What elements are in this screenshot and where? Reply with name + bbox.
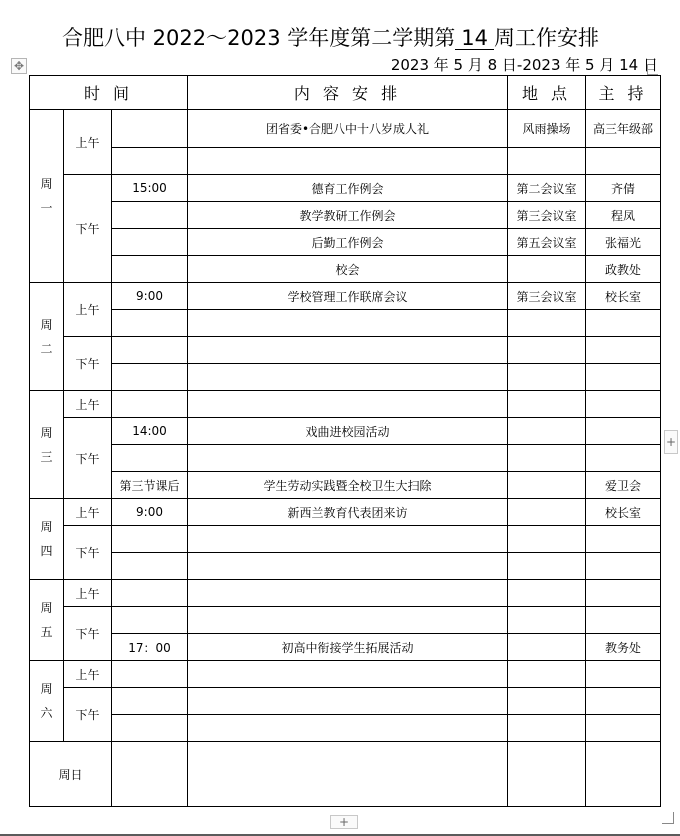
cell-host[interactable] xyxy=(586,364,661,391)
cell-time[interactable]: 9:00 xyxy=(112,499,188,526)
day-label-friday xyxy=(30,580,64,661)
cell-time[interactable]: 14:00 xyxy=(112,418,188,445)
cell-host[interactable]: 教务处 xyxy=(586,634,661,661)
cell-content[interactable] xyxy=(188,148,508,175)
cell-host[interactable]: 高三年级部 xyxy=(586,110,661,148)
period-am: 上午 xyxy=(64,580,112,607)
cell-place[interactable] xyxy=(508,580,586,607)
day-char: 五 xyxy=(40,625,53,639)
day-label-saturday xyxy=(30,661,64,742)
cell-time[interactable] xyxy=(112,148,188,175)
cell-time[interactable] xyxy=(112,553,188,580)
day-char: 二 xyxy=(40,341,53,356)
cell-host[interactable] xyxy=(586,715,661,742)
cell-place[interactable] xyxy=(508,553,586,580)
table-row xyxy=(30,742,661,807)
day-char: 周 xyxy=(40,520,53,534)
table-row xyxy=(30,688,661,715)
table-row xyxy=(30,607,661,634)
page-title xyxy=(62,22,599,52)
table-row xyxy=(30,229,661,256)
cell-content[interactable] xyxy=(188,364,508,391)
cell-content[interactable] xyxy=(188,337,508,364)
col-header-time: 时 间 xyxy=(30,76,188,110)
cell-place[interactable] xyxy=(508,661,586,688)
cell-host[interactable] xyxy=(586,148,661,175)
period-am: 上午 xyxy=(64,283,112,337)
cell-host[interactable]: 校长室 xyxy=(586,499,661,526)
cell-host[interactable]: 张福光 xyxy=(586,229,661,256)
table-row xyxy=(30,445,661,472)
cell-content[interactable]: 教学教研工作例会 xyxy=(188,202,508,229)
period-am: 上午 xyxy=(64,110,112,175)
table-row xyxy=(30,337,661,364)
title-prefix: 合肥八中 2022～2023 学年度第二学期第 xyxy=(62,26,456,50)
day-label-wednesday xyxy=(30,391,64,499)
cell-time[interactable]: 17：00 xyxy=(112,634,188,661)
date-range: 2023 年 5 月 8 日-2023 年 5 月 14 日 xyxy=(390,56,658,74)
cell-place[interactable] xyxy=(508,256,586,283)
period-pm: 下午 xyxy=(64,418,112,499)
cell-place[interactable]: 第三会议室 xyxy=(508,283,586,310)
cell-place[interactable] xyxy=(508,499,586,526)
table-resize-handle[interactable] xyxy=(662,812,674,824)
week-number[interactable]: 14 xyxy=(455,27,494,50)
title-suffix: 周工作安排 xyxy=(493,26,599,50)
cell-content[interactable]: 后勤工作例会 xyxy=(188,229,508,256)
cell-content[interactable] xyxy=(188,607,508,634)
move-icon[interactable]: ✥ xyxy=(11,58,27,74)
cell-host[interactable] xyxy=(586,580,661,607)
cell-host[interactable] xyxy=(586,553,661,580)
cell-place[interactable]: 风雨操场 xyxy=(508,110,586,148)
cell-host[interactable] xyxy=(586,661,661,688)
cell-time[interactable] xyxy=(112,256,188,283)
table-row xyxy=(30,110,661,148)
cell-content[interactable] xyxy=(188,310,508,337)
period-pm: 下午 xyxy=(64,337,112,391)
day-label-monday xyxy=(30,110,64,283)
cell-host[interactable] xyxy=(586,526,661,553)
cell-host[interactable] xyxy=(586,688,661,715)
cell-host[interactable]: 爱卫会 xyxy=(586,472,661,499)
cell-content[interactable] xyxy=(188,553,508,580)
cell-place[interactable] xyxy=(508,148,586,175)
cell-host[interactable] xyxy=(586,445,661,472)
header-row xyxy=(30,76,661,110)
cell-place[interactable] xyxy=(508,742,586,807)
cell-time[interactable] xyxy=(112,310,188,337)
table-row xyxy=(30,310,661,337)
cell-content[interactable]: 新西兰教育代表团来访 xyxy=(188,499,508,526)
cell-time[interactable] xyxy=(112,742,188,807)
period-pm: 下午 xyxy=(64,175,112,283)
table-row xyxy=(30,472,661,499)
day-char: 一 xyxy=(40,201,53,215)
cell-place[interactable] xyxy=(508,688,586,715)
day-char: 周 xyxy=(40,317,53,332)
cell-content[interactable] xyxy=(188,526,508,553)
table-row xyxy=(30,256,661,283)
day-char: 六 xyxy=(40,706,53,720)
table-row xyxy=(30,661,661,688)
cell-place[interactable] xyxy=(508,391,586,418)
cell-content[interactable]: 学校管理工作联席会议 xyxy=(188,283,508,310)
cell-place[interactable] xyxy=(508,715,586,742)
period-pm: 下午 xyxy=(64,688,112,742)
cell-time[interactable] xyxy=(112,688,188,715)
period-am: 上午 xyxy=(64,391,112,418)
cell-time[interactable]: 第三节课后 xyxy=(112,472,188,499)
table-row xyxy=(30,175,661,202)
cell-content[interactable] xyxy=(188,742,508,807)
table-row xyxy=(30,553,661,580)
cell-host[interactable]: 程凤 xyxy=(586,202,661,229)
cell-place[interactable] xyxy=(508,607,586,634)
cell-host[interactable] xyxy=(586,310,661,337)
cell-content[interactable] xyxy=(188,391,508,418)
cell-content[interactable]: 学生劳动实践暨全校卫生大扫除 xyxy=(188,472,508,499)
add-column-icon[interactable]: + xyxy=(664,430,678,454)
table-row xyxy=(30,715,661,742)
cell-content[interactable]: 戏曲进校园活动 xyxy=(188,418,508,445)
table-row xyxy=(30,202,661,229)
cell-place[interactable] xyxy=(508,337,586,364)
day-label-thursday xyxy=(30,499,64,580)
period-pm: 下午 xyxy=(64,607,112,661)
table-row xyxy=(30,364,661,391)
cell-host[interactable]: 政教处 xyxy=(586,256,661,283)
table-row xyxy=(30,499,661,526)
day-char: 周 xyxy=(40,177,53,191)
cell-time[interactable] xyxy=(112,661,188,688)
cell-host[interactable] xyxy=(586,607,661,634)
cell-time[interactable] xyxy=(112,715,188,742)
cell-place[interactable] xyxy=(508,526,586,553)
table-row xyxy=(30,580,661,607)
cell-place[interactable] xyxy=(508,310,586,337)
cell-time[interactable] xyxy=(112,580,188,607)
cell-content[interactable] xyxy=(188,445,508,472)
cell-time[interactable] xyxy=(112,607,188,634)
corner-mark xyxy=(647,64,658,75)
day-char: 周 xyxy=(40,425,53,440)
table-row xyxy=(30,391,661,418)
col-header-host: 主 持 xyxy=(586,76,661,110)
cell-time[interactable] xyxy=(112,445,188,472)
cell-host[interactable] xyxy=(586,337,661,364)
period-pm: 下午 xyxy=(64,526,112,580)
cell-time[interactable] xyxy=(112,110,188,148)
cell-content[interactable]: 初高中衔接学生拓展活动 xyxy=(188,634,508,661)
day-char: 四 xyxy=(40,544,53,558)
day-label-sunday: 周日 xyxy=(30,742,112,807)
cell-place[interactable]: 第五会议室 xyxy=(508,229,586,256)
cell-host[interactable] xyxy=(586,391,661,418)
table-row xyxy=(30,283,661,310)
schedule-table xyxy=(29,75,661,807)
cell-content[interactable]: 校会 xyxy=(188,256,508,283)
cell-time[interactable] xyxy=(112,391,188,418)
cell-place[interactable] xyxy=(508,472,586,499)
day-char: 周 xyxy=(40,601,53,615)
cell-host[interactable]: 齐倩 xyxy=(586,175,661,202)
cell-content[interactable] xyxy=(188,688,508,715)
col-header-content: 内 容 安 排 xyxy=(188,76,508,110)
cell-time[interactable] xyxy=(112,202,188,229)
day-char: 周 xyxy=(40,682,53,696)
cell-content[interactable]: 德育工作例会 xyxy=(188,175,508,202)
table-row xyxy=(30,418,661,445)
cell-host[interactable] xyxy=(586,418,661,445)
cell-place[interactable]: 第三会议室 xyxy=(508,202,586,229)
cell-time[interactable]: 9:00 xyxy=(112,283,188,310)
cell-content[interactable] xyxy=(188,715,508,742)
cell-time[interactable]: 15:00 xyxy=(112,175,188,202)
day-label-tuesday xyxy=(30,283,64,391)
cell-place[interactable] xyxy=(508,364,586,391)
cell-place[interactable] xyxy=(508,634,586,661)
cell-time[interactable] xyxy=(112,526,188,553)
cell-content[interactable]: 团省委•合肥八中十八岁成人礼 xyxy=(188,110,508,148)
add-row-icon[interactable]: + xyxy=(330,815,358,829)
period-am: 上午 xyxy=(64,499,112,526)
cell-time[interactable] xyxy=(112,364,188,391)
table-row xyxy=(30,526,661,553)
cell-content[interactable] xyxy=(188,580,508,607)
col-header-place: 地 点 xyxy=(508,76,586,110)
cell-host[interactable] xyxy=(586,742,661,807)
cell-host[interactable]: 校长室 xyxy=(586,283,661,310)
cell-time[interactable] xyxy=(112,229,188,256)
day-char: 三 xyxy=(40,449,53,464)
cell-place[interactable] xyxy=(508,445,586,472)
cell-content[interactable] xyxy=(188,661,508,688)
cell-time[interactable] xyxy=(112,337,188,364)
cell-place[interactable]: 第二会议室 xyxy=(508,175,586,202)
cell-place[interactable] xyxy=(508,418,586,445)
period-am: 上午 xyxy=(64,661,112,688)
table-row xyxy=(30,634,661,661)
table-row xyxy=(30,148,661,175)
